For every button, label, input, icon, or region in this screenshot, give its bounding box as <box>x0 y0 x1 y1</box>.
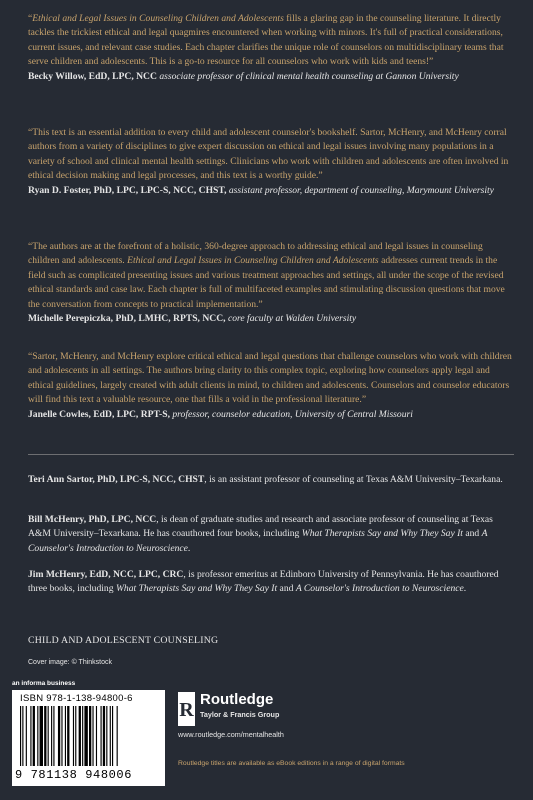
author-3-text: , is professor emeritus at Edinboro University of Pennsylvania. He has coauthored three books, including <box>28 569 499 595</box>
barcode-bar <box>58 706 60 766</box>
barcode-bar <box>84 706 87 766</box>
review-3-quote-b: addresses current trends in the field such as complicated presenting issues and various treatment approaches and settings, all under the scope of the revised ethical standards and case law. Each chapter is full of multifaceted examples and stimulating discussion questions that move the conversation from concepts to practical implementation.” <box>28 255 505 310</box>
barcode-bars <box>20 706 157 766</box>
barcode-bar <box>65 706 66 766</box>
cover-credit: Cover image: © Thinkstock <box>28 659 113 666</box>
barcode-bar <box>112 706 113 766</box>
author-2-text: , is dean of graduate studies and research and associate professor of counseling at Texas A&M University–Texarkana. He has coauthored four books, including <box>28 514 493 540</box>
barcode-bar <box>61 706 62 766</box>
review-2 <box>28 126 514 198</box>
review-1-quote <box>28 12 514 70</box>
barcode-bar <box>48 706 49 766</box>
barcode-bar <box>101 706 102 766</box>
barcode-bar <box>22 706 23 766</box>
author-1-text: , is an assistant professor of counseling at Texas A&M University–Texarkana. <box>204 474 503 485</box>
review-3-book-title: Ethical and Legal Issues in Counseling Children and Adolescents <box>127 255 379 267</box>
barcode-bar <box>82 706 83 766</box>
barcode-bar <box>89 706 91 766</box>
author-2-book-2: A Counselor's Introduction to Neuroscience <box>28 528 488 554</box>
author-2-end: . <box>187 542 191 554</box>
ebook-note: Routledge titles are available as eBook editions in a range of digital formats <box>178 760 405 767</box>
review-1-book-title: Ethical and Legal Issues in Counseling Children and Adolescents <box>32 13 284 24</box>
review-1-quote-text: fills a glaring gap in the counseling literature. It directly tackles the trickiest ethical and legal quagmires encountered when working with minors. It's full of practical considerations, current issues, and relevant case studies. Each chapter clarifies the unique role of counselors on multidisciplinary teams that serve children and adolescents. This is a go-to resource for all counselors who work with kids and teens!” <box>28 13 504 68</box>
isbn-bottom-text: 9 781138 948006 <box>15 768 133 782</box>
barcode-bar <box>117 706 118 766</box>
isbn-top-text: ISBN 978-1-138-94800-6 <box>20 693 133 704</box>
review-4-title: professor, counselor education, University of Central Missouri <box>169 408 413 420</box>
barcode-bar <box>92 706 93 766</box>
barcode-bar <box>37 706 38 766</box>
series-label: CHILD AND ADOLESCENT COUNSELING <box>28 635 219 646</box>
review-3-name: Michelle Perepiczka, PhD, LMHC, RPTS, NCC, <box>28 313 226 325</box>
review-4 <box>28 350 514 422</box>
review-1 <box>28 12 514 84</box>
review-1-name: Becky Willow, EdD, LPC, NCC <box>28 70 157 82</box>
review-1-title: associate professor of clinical mental health counseling at Gannon University <box>156 70 459 82</box>
isbn-barcode <box>12 690 165 786</box>
barcode-bar <box>44 706 46 766</box>
author-2-book-1: What Therapists Say and Why They Say It <box>301 528 463 540</box>
barcode-bar <box>73 706 74 766</box>
author-bio-3 <box>28 568 514 597</box>
author-bio-1 <box>28 473 514 487</box>
review-2-name: Ryan D. Foster, PhD, LPC, LPC-S, NCC, CHST, <box>28 184 227 196</box>
publisher-group: Taylor & Francis Group <box>200 710 280 719</box>
informa-tagline: an informa business <box>12 680 76 687</box>
barcode-bar <box>75 706 76 766</box>
review-3-attribution <box>28 312 514 326</box>
svg-text:R: R <box>179 699 194 721</box>
review-4-quote: “Sartor, McHenry, and McHenry explore critical ethical and legal questions that challenge counselors who work with children and adolescents in all settings. The authors bring clarity to this complex topic, exploring how counselors apply legal and ethical guidelines, largely created with adult clients in mind, to children and adolescents. Counselors and counselor educators will find this text a valuable resource, one that fills a void in the professional literature.” <box>28 351 512 406</box>
barcode-bar <box>51 706 52 766</box>
review-2-title: assistant professor, department of counseling, Marymount University <box>226 184 494 196</box>
barcode-bar <box>53 706 54 766</box>
barcode-bar <box>26 706 27 766</box>
author-3-and: and <box>277 583 296 595</box>
publisher-block <box>178 692 518 752</box>
author-2-name: Bill McHenry, PhD, LPC, NCC <box>28 514 157 525</box>
open-quote: “ <box>28 13 33 24</box>
barcode-bar <box>79 706 81 766</box>
barcode-bar <box>30 706 31 766</box>
barcode-bar <box>20 706 21 766</box>
author-bio-2 <box>28 513 514 556</box>
review-4-attribution <box>28 408 514 422</box>
barcode-bar <box>33 706 35 766</box>
publisher-name: Routledge <box>200 691 274 708</box>
barcode-bar <box>110 706 111 766</box>
author-3-book-2: A Counselor's Introduction to Neuroscience <box>295 583 464 595</box>
review-3-title: core faculty at Walden University <box>225 313 357 325</box>
publisher-url[interactable]: www.routledge.com/mentalhealth <box>178 730 284 739</box>
barcode-bar <box>40 706 43 766</box>
author-2-and: and <box>462 528 482 540</box>
barcode-bar <box>67 706 69 766</box>
review-3-quote <box>28 240 514 312</box>
review-4-name: Janelle Cowles, EdD, LPC, RPT-S, <box>28 408 170 420</box>
review-2-attribution <box>28 184 514 198</box>
routledge-logo-icon <box>178 692 195 726</box>
barcode-bar <box>106 706 107 766</box>
barcode-bar <box>96 706 97 766</box>
author-3-name: Jim McHenry, EdD, NCC, LPC, CRC <box>28 569 184 580</box>
review-3-quote-a: “The authors are at the forefront of a holistic, 360-degree approach to addressing ethical and legal issues in counseling children and adolescents. <box>28 241 483 267</box>
author-3-end: . <box>463 583 467 595</box>
review-1-attribution <box>28 70 514 84</box>
author-1-name: Teri Ann Sartor, PhD, LPC-S, NCC, CHST <box>28 474 205 485</box>
section-divider <box>28 454 514 455</box>
barcode-bar <box>103 706 105 766</box>
review-3 <box>28 240 514 326</box>
author-3-book-1: What Therapists Say and Why They Say It <box>115 583 278 595</box>
review-2-quote: “This text is an essential addition to every child and adolescent counselor's bookshelf. Sartor, McHenry, and McHenry corral authors from a variety of disciplines to give expert discussion on ethical and legal issues involving many populations in a variety of school and clinical mental health settings. Clinicians who work with children and adolescents are often involved in ethical decision making and legal processes, and this text is a worthy guide.” <box>28 127 509 182</box>
